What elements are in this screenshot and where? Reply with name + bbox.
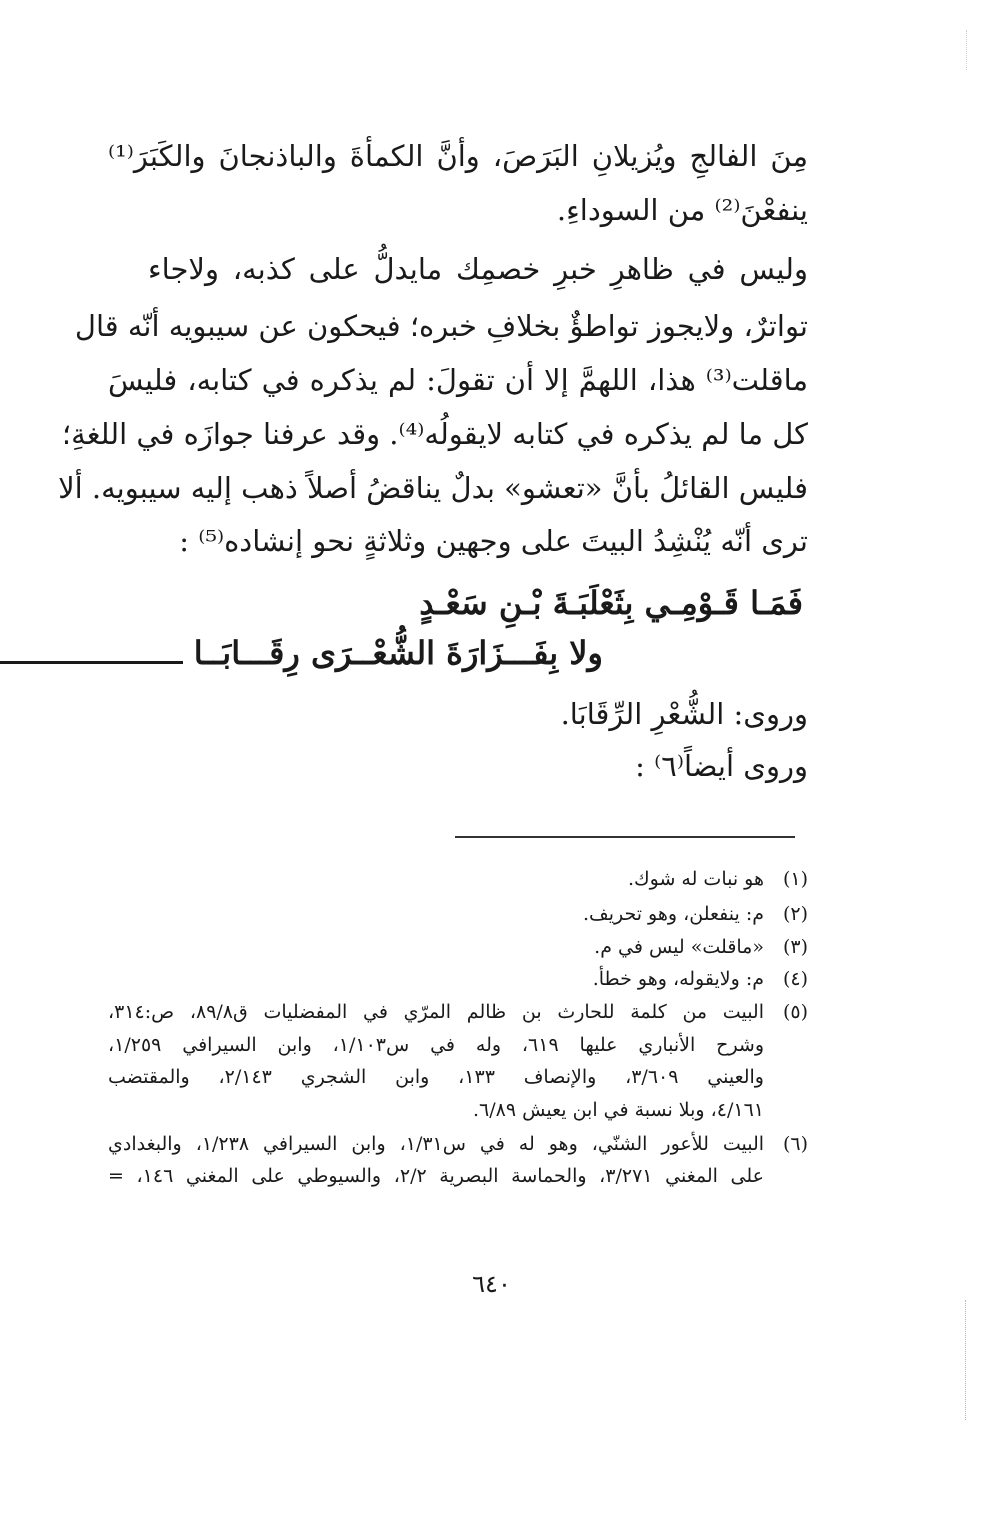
footnote-separator <box>455 836 795 838</box>
scan-mark-bottom <box>965 1300 966 1420</box>
footnote-text: البيت للأعور الشنّي، وهو له في س١/٣١، وابن السيرافي ١/٢٣٨، والبغدادي <box>108 1133 765 1155</box>
page-number: ٦٤٠ <box>472 1270 511 1298</box>
text-line-5: ماقلت⁽³⁾ هذا، اللهمَّ إلا أن تقولَ: لم يذكره في كتابه، فليسَ <box>108 363 808 397</box>
footnote-text: والعيني ٣/٦٠٩، والإنصاف ١٣٣، وابن الشجري ٢/١٤٣، والمقتضب <box>108 1066 764 1088</box>
footnote-number: (٢) <box>782 903 808 925</box>
footnote-number: (١) <box>782 868 808 890</box>
footnote-number: (٦) <box>782 1133 808 1155</box>
footnote-number: (٥) <box>782 1001 808 1023</box>
footnote-text: البيت من كلمة للحارث بن ظالم المرّي في المفضليات ق٨٩/٨، ص:٣١٤، <box>108 1001 764 1023</box>
footnote-text: ٤/١٦١، وبلا نسبة في ابن يعيش ٦/٨٩. <box>473 1099 764 1121</box>
verse-first-hemistich: فَمَـا قَـوْمِـي بِثَعْلَبَـةَ بْـنِ سَعْـدٍ <box>419 584 803 622</box>
footnote-text: هو نبات له شوك. <box>627 868 764 890</box>
scan-mark-top <box>966 30 967 70</box>
text-line-3: وليس في ظاهرِ خبرِ خصمِك مايدلُّ على كذبه، ولاجاء <box>148 252 808 286</box>
footnote-number: (٣) <box>782 936 808 958</box>
text-line-6: كل ما لم يذكره في كتابه لايقولُه⁽⁴⁾. وقد عرفنا جوازَه في اللغةِ؛ <box>61 417 808 451</box>
text-line-4: تواترٌ، ولايجوز تواطؤٌ بخلافِ خبره؛ فيحكون عن سيبويه أنّه قال <box>74 309 808 343</box>
text-line-1: مِنَ الفالجِ ويُزيلانِ البَرَصَ، وأنَّ الكمأةَ والباذنجانَ والكَبَرَ⁽¹⁾ <box>108 139 808 173</box>
footnote-number: (٤) <box>782 968 808 990</box>
footnote-text: م: ينفعلن، وهو تحريف. <box>582 903 764 925</box>
footnote-text: على المغني ٣/٢٧١، والحماسة البصرية ٢/٢، والسيوطي على المغني ١٤٦، = <box>108 1165 764 1187</box>
riwaya-line-1: وروى: الشُّعْرِ الرِّقَابَا. <box>560 697 808 731</box>
footnote-text: «ماقلت» ليس في م. <box>594 936 764 958</box>
verse-second-text: ولا بِفَـــزَارَةَ الشُّعْــرَى رِقَـــابَــا <box>193 634 603 672</box>
text-line-8: ترى أنّه يُنْشِدُ البيتَ على وجهين وثلاثةٍ نحو إنشاده⁽⁵⁾ : <box>179 524 808 558</box>
verse-extension-line <box>0 661 183 664</box>
verse-second-hemistich <box>0 634 603 672</box>
footnote-text: وشرح الأنباري عليها ٦١٩، وله في س١/١٠٣، وابن السيرافي ١/٢٥٩، <box>108 1034 765 1056</box>
text-line-2: ينفعْنَ⁽²⁾ من السوداءِ. <box>556 193 808 227</box>
text-line-7: فليس القائلُ بأنَّ «تعشو» بدلٌ يناقضُ أصلاً ذهب إليه سيبويه. ألا <box>58 471 808 505</box>
footnote-text: م: ولايقوله، وهو خطأ. <box>592 968 764 990</box>
riwaya-line-2: وروى أيضاً⁽٦⁾ : <box>635 749 808 783</box>
